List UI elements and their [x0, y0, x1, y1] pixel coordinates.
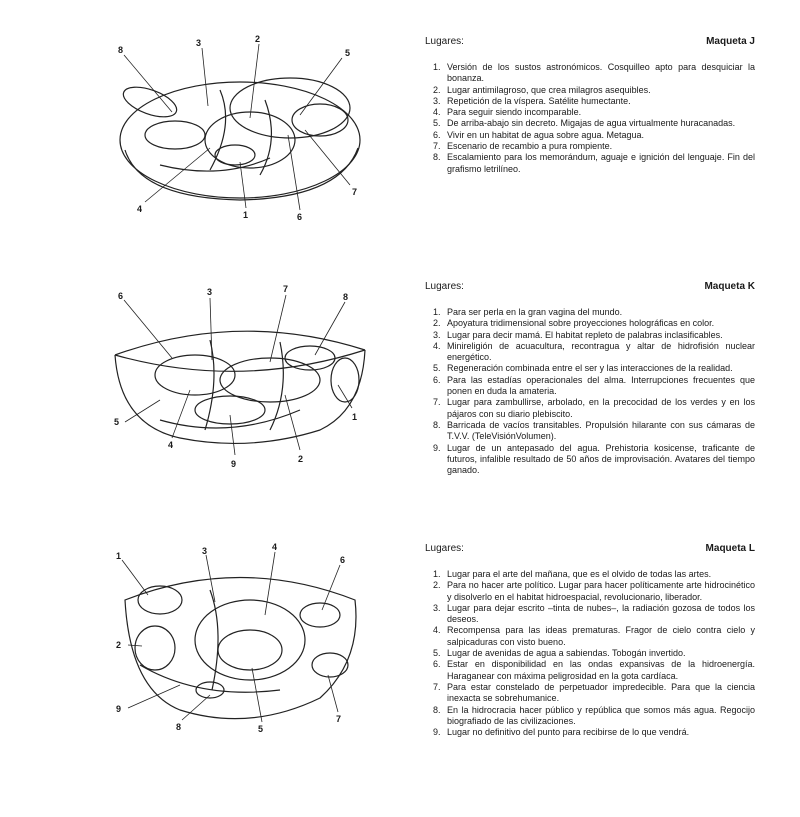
marker-7: 7	[283, 284, 289, 294]
maqueta-l-panel	[425, 543, 755, 738]
places-list	[425, 569, 755, 738]
list-item: 3. Lugar para decir mamá. El habitat repleto de palabras inclasificables.	[433, 329, 723, 340]
marker-4: 4	[168, 440, 174, 450]
list-item: 9. Lugar de un antepasado del agua. Prehistoria kosicense, traficante de futuros, infalible resultado de 50 años de improvisación. Avatares del tiempo ganado.	[433, 442, 755, 476]
list-item: 8. Escalamiento para los memorándum, aguaje e ignición del lenguaje. Fin del grafismo letrilíneo.	[433, 152, 755, 174]
marker-1: 1	[352, 412, 358, 422]
list-item: 3. Repetición de la víspera. Satélite humectante.	[433, 95, 631, 106]
list-item: 2. Para no hacer arte político. Lugar para hacer políticamente arte hidrocinético y disolverlo en el habitat hidroespacial, revolucionario, liberador.	[433, 580, 755, 602]
list-item: 6. Estar en disponibilidad en las ondas expansivas de la hidroenergía. Haraganear con máxima peligrosidad en la gota cardíaca.	[433, 659, 755, 681]
marker-1: 1	[116, 551, 122, 561]
maqueta-title: Maqueta K	[704, 281, 755, 292]
list-item: 8. En la hidrocracia hacer público y república que somos más agua. Regocijo biografiado de las civilizaciones.	[433, 704, 755, 726]
marker-6: 6	[118, 291, 124, 301]
maqueta-l-drawing	[100, 540, 400, 740]
list-item: 8. Barricada de vacíos transitables. Propulsión hilarante con sus cámaras de T.V.V. (TeleVisiónVolumen).	[433, 419, 755, 442]
list-item: 7. Lugar para zambullirse, arbolado, en la precocidad de los verdes y en los pájaros con su diario plebiscito.	[433, 397, 755, 419]
list-item: 7. Para estar constelado de perpetuador impredecible. Para que la ciencia inexacta se sobrehumanice.	[433, 681, 755, 704]
marker-2: 2	[116, 640, 122, 650]
marker-3: 3	[196, 38, 202, 48]
list-item: 4. Para seguir siendo incomparable.	[433, 107, 582, 118]
maqueta-title: Maqueta J	[706, 36, 755, 47]
marker-8: 8	[343, 292, 349, 302]
marker-2: 2	[298, 454, 304, 464]
list-item: 6. Para las estadías operacionales del alma. Interrupciones frecuentes que ponen en duda la amateria.	[433, 374, 755, 397]
marker-9: 9	[231, 459, 237, 469]
marker-6: 6	[340, 555, 346, 565]
maqueta-k-panel	[425, 281, 755, 476]
list-item: 6. Vivir en un habitat de agua sobre agua. Metagua.	[433, 129, 644, 140]
marker-3: 3	[202, 546, 208, 556]
marker-6: 6	[297, 212, 303, 222]
maqueta-j-drawing	[100, 30, 400, 230]
marker-2: 2	[255, 34, 261, 44]
marker-8: 8	[118, 45, 124, 55]
places-label: Lugares:	[425, 543, 464, 554]
list-item: 9. Lugar no definitivo del punto para recibirse de lo que vendrá.	[433, 727, 690, 738]
list-item: 5. Lugar de avenidas de agua a sabiendas. Tobogán invertido.	[433, 648, 686, 659]
marker-5: 5	[114, 417, 120, 427]
maqueta-title: Maqueta L	[705, 543, 755, 554]
places-label: Lugares:	[425, 281, 464, 292]
list-item: 4. Recompensa para las ideas prematuras. Fragor de cielo contra cielo y salpicaduras con visto bueno.	[433, 625, 755, 647]
marker-5: 5	[258, 724, 264, 734]
marker-7: 7	[336, 714, 342, 724]
marker-3: 3	[207, 287, 213, 297]
list-item: 7. Escenario de recambio a pura rompiente.	[433, 141, 613, 152]
list-item: 4. Minireligión de acuacultura, recontragua y altar de hidrofisión nuclear energético.	[433, 340, 755, 363]
marker-8: 8	[176, 722, 182, 732]
places-list	[425, 307, 755, 476]
places-label: Lugares:	[425, 36, 464, 47]
marker-9: 9	[116, 704, 122, 714]
list-item: 5. De arriba-abajo sin decreto. Migajas de agua virtualmente huracanadas.	[433, 118, 736, 129]
list-item: 3. Lugar para dejar escrito –tinta de nubes–, la radiación gozosa de todos los deseos.	[433, 602, 755, 625]
places-list	[425, 62, 755, 175]
list-item: 1. Para ser perla en la gran vagina del mundo.	[433, 307, 623, 317]
marker-7: 7	[352, 187, 358, 197]
list-item: 1. Versión de los sustos astronómicos. Cosquilleo apto para desquiciar la bonanza.	[433, 62, 755, 84]
list-item: 1. Lugar para el arte del mañana, que es el olvido de todas las artes.	[433, 569, 712, 579]
list-item: 2. Apoyatura tridimensional sobre proyecciones holográficas en color.	[433, 318, 715, 329]
marker-1: 1	[243, 210, 249, 220]
maqueta-j-panel	[425, 36, 755, 175]
list-item: 2. Lugar antimilagroso, que crea milagros asequibles.	[433, 84, 651, 95]
list-item: 5. Regeneración combinada entre el ser y las interacciones de la realidad.	[433, 363, 733, 374]
marker-4: 4	[137, 204, 143, 214]
marker-4: 4	[272, 542, 278, 552]
maqueta-k-drawing	[100, 280, 400, 480]
marker-5: 5	[345, 48, 351, 58]
